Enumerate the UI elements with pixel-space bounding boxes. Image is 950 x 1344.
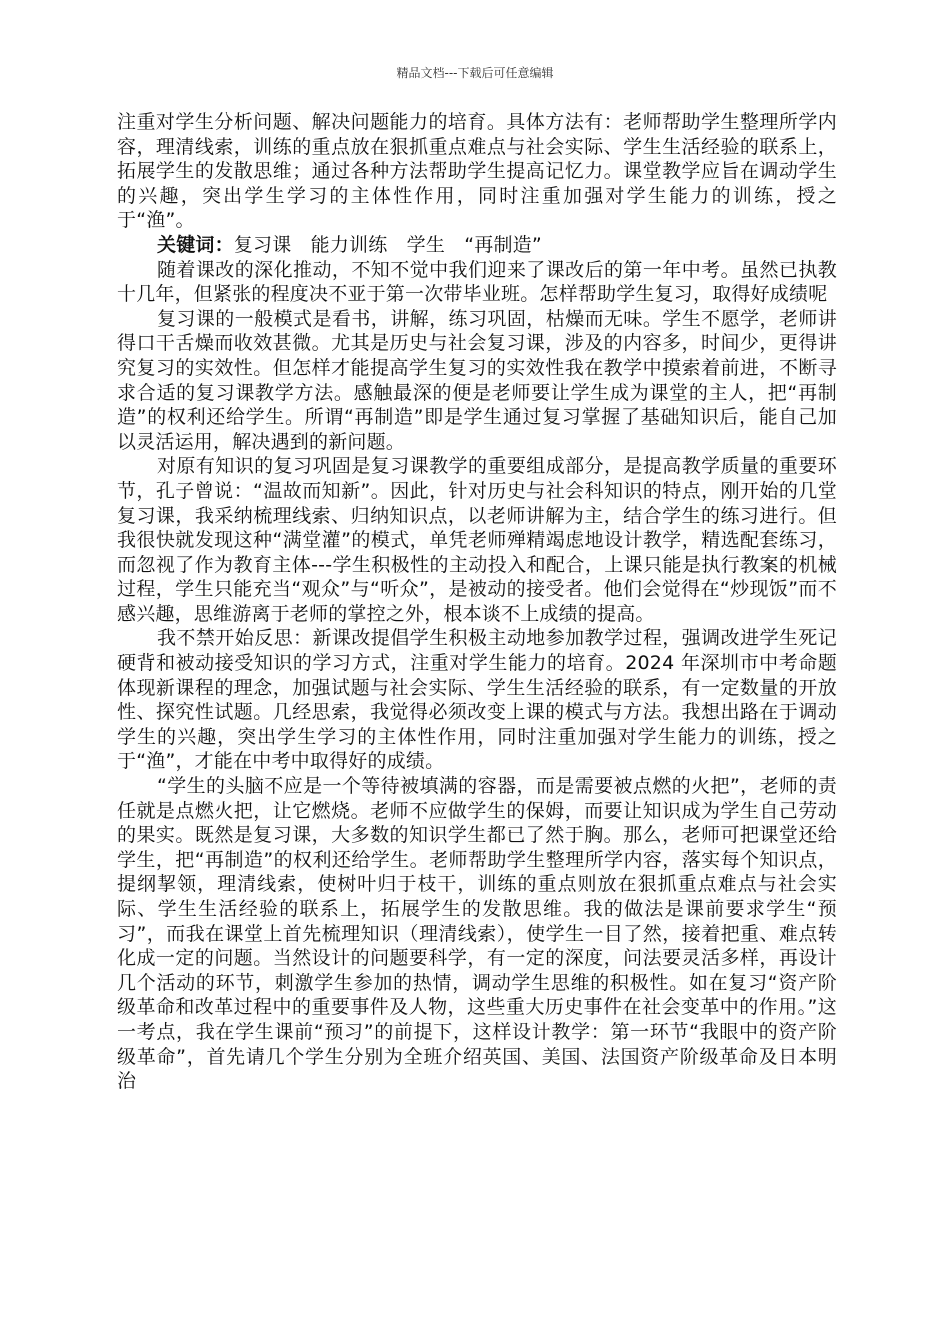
body-paragraph: 复习课的一般模式是看书，讲解，练习巩固，枯燥而无味。学生不愿学，老师讲得口干舌燥而收效甚微。尤其是历史与社会复习课，涉及的内容多，时间少，更得讲究复习的实效性。但怎样才能提高学生复习的实效性我在教学中摸索着前进，不断寻求合适的复习课教学方法。感触最深的便是老师要让学生成为课堂的主人，把“再制造”的权利还给学生。所谓“再制造”即是学生通过复习掌握了基础知识后，能自己加以灵活运用，解决遇到的新问题。 bbox=[117, 307, 837, 453]
keywords-label: 关键词： bbox=[157, 233, 234, 256]
keywords-text: 复习课 能力训练 学生 “再制造” bbox=[233, 233, 542, 256]
page-header: 精品文档---下载后可任意编辑 bbox=[396, 66, 554, 80]
abstract-tail-paragraph: 注重对学生分析问题、解决问题能力的培育。具体方法有：老师帮助学生整理所学内容，理清线索，训练的重点放在狠抓重点难点与社会实际、学生生活经验的联系上，拓展学生的发散思维；通过各种方法帮助学生提高记忆力。课堂教学应旨在调动学生的兴趣，突出学生学习的主体性作用，同时注重加强对学生能力的训练，授之于“渔”。 bbox=[117, 111, 837, 232]
body-paragraph: 随着课改的深化推动，不知不觉中我们迎来了课改后的第一年中考。虽然已执教十几年，但紧张的程度决不亚于第一次带毕业班。怎样帮助学生复习，取得好成绩呢 bbox=[117, 258, 837, 306]
body-paragraph: 我不禁开始反思：新课改提倡学生积极主动地参加教学过程，强调改进学生死记硬背和被动接受知识的学习方式，注重对学生能力的培育。2024 年深圳市中考命题体现新课程的理念，加强试题与社会实际、学生生活经验的联系，有一定数量的开放性、探究性试题。几经思索，我觉得必须改变上课的模式与方法。我想出路在于调动学生的兴趣，突出学生学习的主体性作用，同时注重加强对学生能力的训练，授之于“渔”，才能在中考中取得好的成绩。 bbox=[117, 627, 837, 773]
body-paragraph: “学生的头脑不应是一个等待被填满的容器，而是需要被点燃的火把”，老师的责任就是点燃火把，让它燃烧。老师不应做学生的保姆，而要让知识成为学生自己劳动的果实。既然是复习课，大多数的知识学生都已了然于胸。那么，老师可把课堂还给学生，把“再制造”的权利还给学生。老师帮助学生整理所学内容，落实每个知识点，提纲挈领，理清线索，使树叶归于枝干，训练的重点则放在狠抓重点难点与社会实际、学生生活经验的联系上，拓展学生的发散思维。我的做法是课前要求学生“预习”，而我在课堂上首先梳理知识（理清线索），使学生一目了然，接着把重、难点转化成一定的问题。当然设计的问题要科学，有一定的深度，问法要灵活多样，再设计几个活动的环节，刺激学生参加的热情，调动学生思维的积极性。如在复习“资产阶级革命和改革过程中的重要事件及人物，这些重大历史事件在社会变革中的作用。”这一考点，我在学生课前“预习”的前提下，这样设计教学：第一环节“我眼中的资产阶级革命”，首先请几个学生分别为全班介绍英国、美国、法国资产阶级革命及日本明治 bbox=[117, 775, 837, 1093]
body-paragraph: 对原有知识的复习巩固是复习课教学的重要组成部分，是提高教学质量的重要环节，孔子曾说：“温故而知新”。因此，针对历史与社会科知识的特点，刚开始的几堂复习课，我采纳梳理线索、归纳知识点，以老师讲解为主，结合学生的练习进行。但我很快就发现这种“满堂灌”的模式，单凭老师殚精竭虑地设计教学，精选配套练习，而忽视了作为教育主体---学生积极性的主动投入和配合，上课只能是执行教案的机械过程，学生只能充当“观众”与“听众”，是被动的接受者。他们会觉得在“炒现饭”而不感兴趣，思维游离于老师的掌控之外，根本谈不上成绩的提高。 bbox=[117, 455, 837, 625]
document-body bbox=[117, 110, 837, 1094]
keywords-line bbox=[117, 233, 837, 258]
